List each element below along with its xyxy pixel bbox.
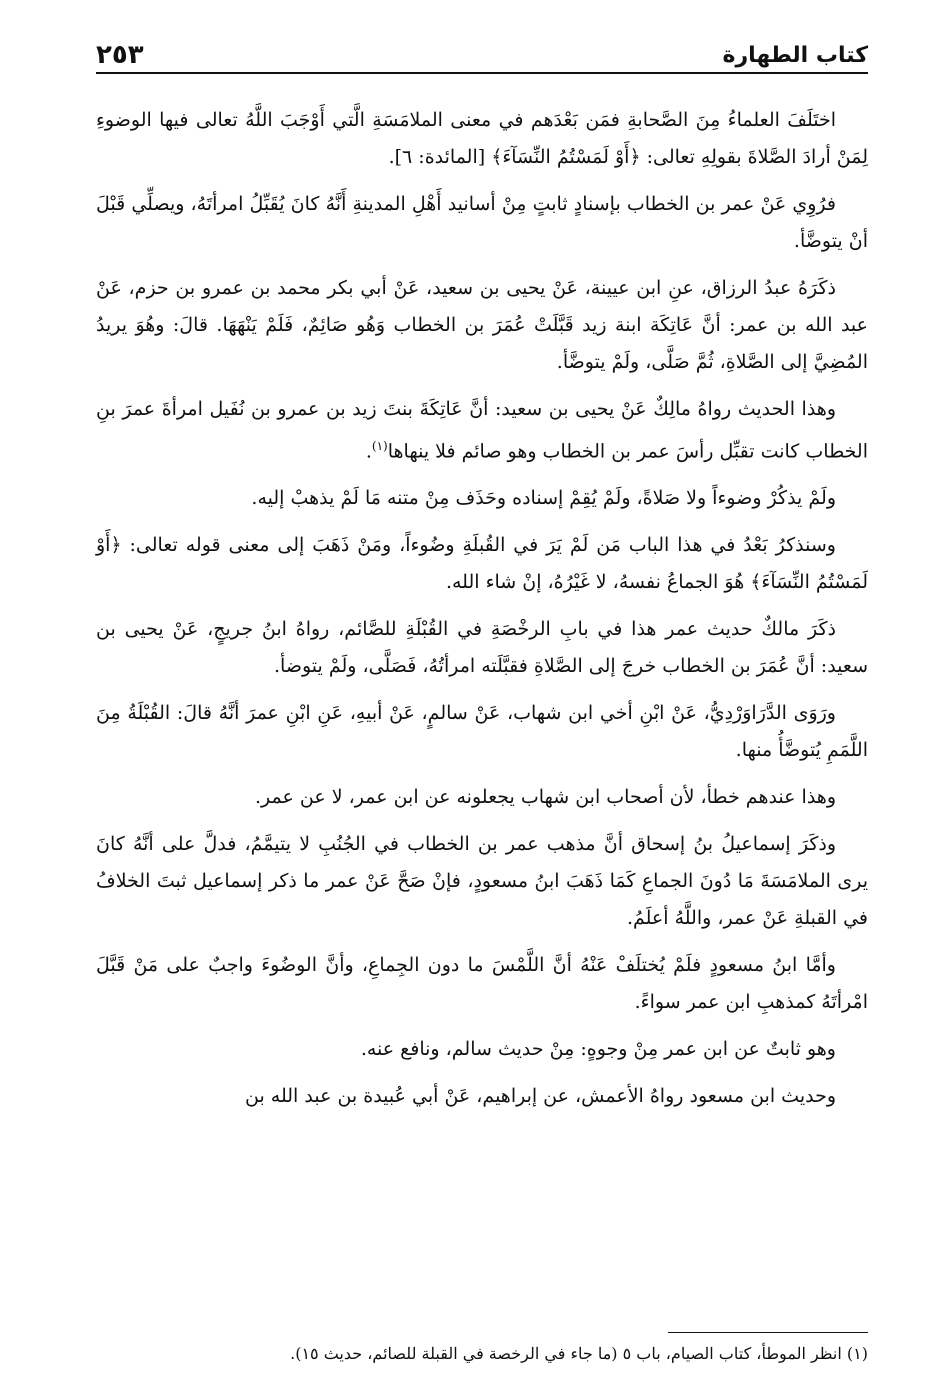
page-number: ٢٥٣ [96, 40, 144, 70]
book-page [96, 24, 868, 1364]
footnote-divider [668, 1332, 868, 1333]
paragraph: وحديث ابن مسعود رواهُ الأعمش، عن إبراهيم، عَنْ أبي عُبيدة بن عبد الله بن [244, 1085, 836, 1108]
paragraph: ولَمْ يذكُرْ وضوءاً ولا صَلاةً، ولَمْ يُقِمْ إسناده وحَذَف مِنْ متنه مَا لَمْ يذهبْ إليه. [251, 487, 836, 510]
paragraph: وأمَّا ابنُ مسعودٍ فلَمْ يُختلَفْ عَنْهُ أنَّ اللَّمْسَ ما دون الجِماعِ، وأنَّ الوضُوءَ واجبٌ على مَنْ قَبَّلَ امْرأتَهُ كمذهبِ ابن عمر سواءً. [96, 954, 868, 1014]
paragraph: ذكَرَهُ عبدُ الرزاق، عنِ ابن عيينة، عَنْ يحيى بن سعيد، عَنْ أبي بكر محمد بن عمرو بن حزم، عَنْ عبد الله بن عمر: أنَّ عَاتِكَة ابنة زيد قَبَّلَتْ عُمَرَ بن الخطاب وَهُو صَائِمٌ، فَلَمْ يَنْهَهَا. قالَ: وهُوَ يريدُ المُضِيَّ إلى الصَّلاةِ، ثُمَّ صَلَّى، ولَمْ يتوضَّأ. [96, 277, 868, 373]
page-header [96, 24, 868, 74]
paragraph: ورَوَى الدَّرَاوَرْدِيُّ، عَنْ ابْنِ أخي ابن شهاب، عَنْ سالمٍ، عَنْ أبيهِ، عَنِ ابْنِ عمرَ أنَّهُ قالَ: القُبْلَةُ مِنَ اللَّمَمِ يُتوضَّأُ منها. [96, 702, 868, 762]
footnote: (١) انظر الموطأ، كتاب الصيام، باب ٥ (ما جاء في الرخصة في القبلة للصائم، حديث ١٥). [290, 1344, 868, 1363]
paragraph: فرُوِي عَنْ عمر بن الخطاب بإسنادٍ ثابتٍ مِنْ أسانيد أَهْلِ المدينةِ أَنَّهُ كانَ يُقَبِّلُ امرأتَهُ، ويصلِّي قَبْلَ أنْ يتوضَّأ. [96, 193, 868, 252]
paragraph: وسنذكرُ بَعْدُ في هذا الباب مَن لَمْ يَرَ في القُبلَةِ وضُوءاً، ومَنْ ذَهَبَ إلى معنى قوله تعالى: ﴿أَوْ لَمَسْتُمُ النِّسَآءَ﴾ هُوَ الجماعُ نفسهُ، لا غَيْرُهُ، إنْ شاء الله. [96, 534, 868, 594]
paragraph: ذكَرَ مالكٌ حديث عمر هذا في بابِ الرخْصَةِ في القُبْلَةِ للصَّائم، رواهُ ابنُ جريجٍ، عَنْ يحيى بن سعيد: أنَّ عُمَرَ بن الخطاب خرجَ إلى الصَّلاةِ فقبَّلَته امرأتُهُ، فَصَلَّى، ولَمْ يتوضأ. [96, 618, 868, 678]
paragraph-text: وهذا الحديث رواهُ مالِكٌ عَنْ يحيى بن سعيد: أنَّ عَاتِكَةَ بنتَ زيد بن عمرو بن نُفَيل امرأةَ عمرَ بنِ الخطاب كانت تقبِّل رأسَ عمر بن الخطاب وهو صائم فلا ينهاها [96, 398, 868, 463]
paragraph: وذكَرَ إسماعيلُ بنُ إسحاق أنَّ مذهب عمر بن الخطاب في الجُنُبِ لا يتيمَّمُ، فدلَّ على أنَّهُ كانَ يرى الملامَسَةَ مَا دُونَ الجماعِ كَمَا ذَهَبَ ابنُ مسعودٍ، فإنْ صَحَّ عَنْ عمر ما ذكر إسماعيل ثبتَ الخلافُ في القبلةِ عَنْ عمر، واللَّهُ أعلَمُ. [96, 833, 868, 930]
paragraph-with-footnote: وهذا الحديث رواهُ مالِكٌ عَنْ يحيى بن سعيد: أنَّ عَاتِكَةَ بنتَ زيد بن عمرو بن نُفَيل امرأةَ عمرَ بنِ الخطاب كانت تقبِّل رأسَ عمر بن الخطاب وهو صائم فلا ينهاها$^{(١)}$. [96, 398, 868, 463]
book-title: كتاب الطهارة [722, 43, 868, 68]
footnote-marker: (١) [371, 439, 388, 453]
paragraph: وهذا عندهم خطأ، لأن أصحاب ابن شهاب يجعلونه عن ابن عمر، لا عن عمر. [255, 786, 836, 809]
paragraph: وهو ثابتٌ عن ابن عمر مِنْ وجوهٍ: مِنْ حديث سالم، ونافع عنه. [360, 1038, 836, 1061]
body-text [96, 102, 868, 1115]
paragraph: اختَلَفَ العلماءُ مِنَ الصَّحابةِ فمَن بَعْدَهم في معنى الملامَسَةِ الَّتي أَوْجَبَ اللَّهُ تعالى فيها الوضوءِ لِمَنْ أرادَ الصَّلاةَ بقولِهِ تعالى: ﴿أَوْ لَمَسْتُمُ النِّسَآءَ﴾ [المائدة: ٦]. [96, 109, 868, 168]
